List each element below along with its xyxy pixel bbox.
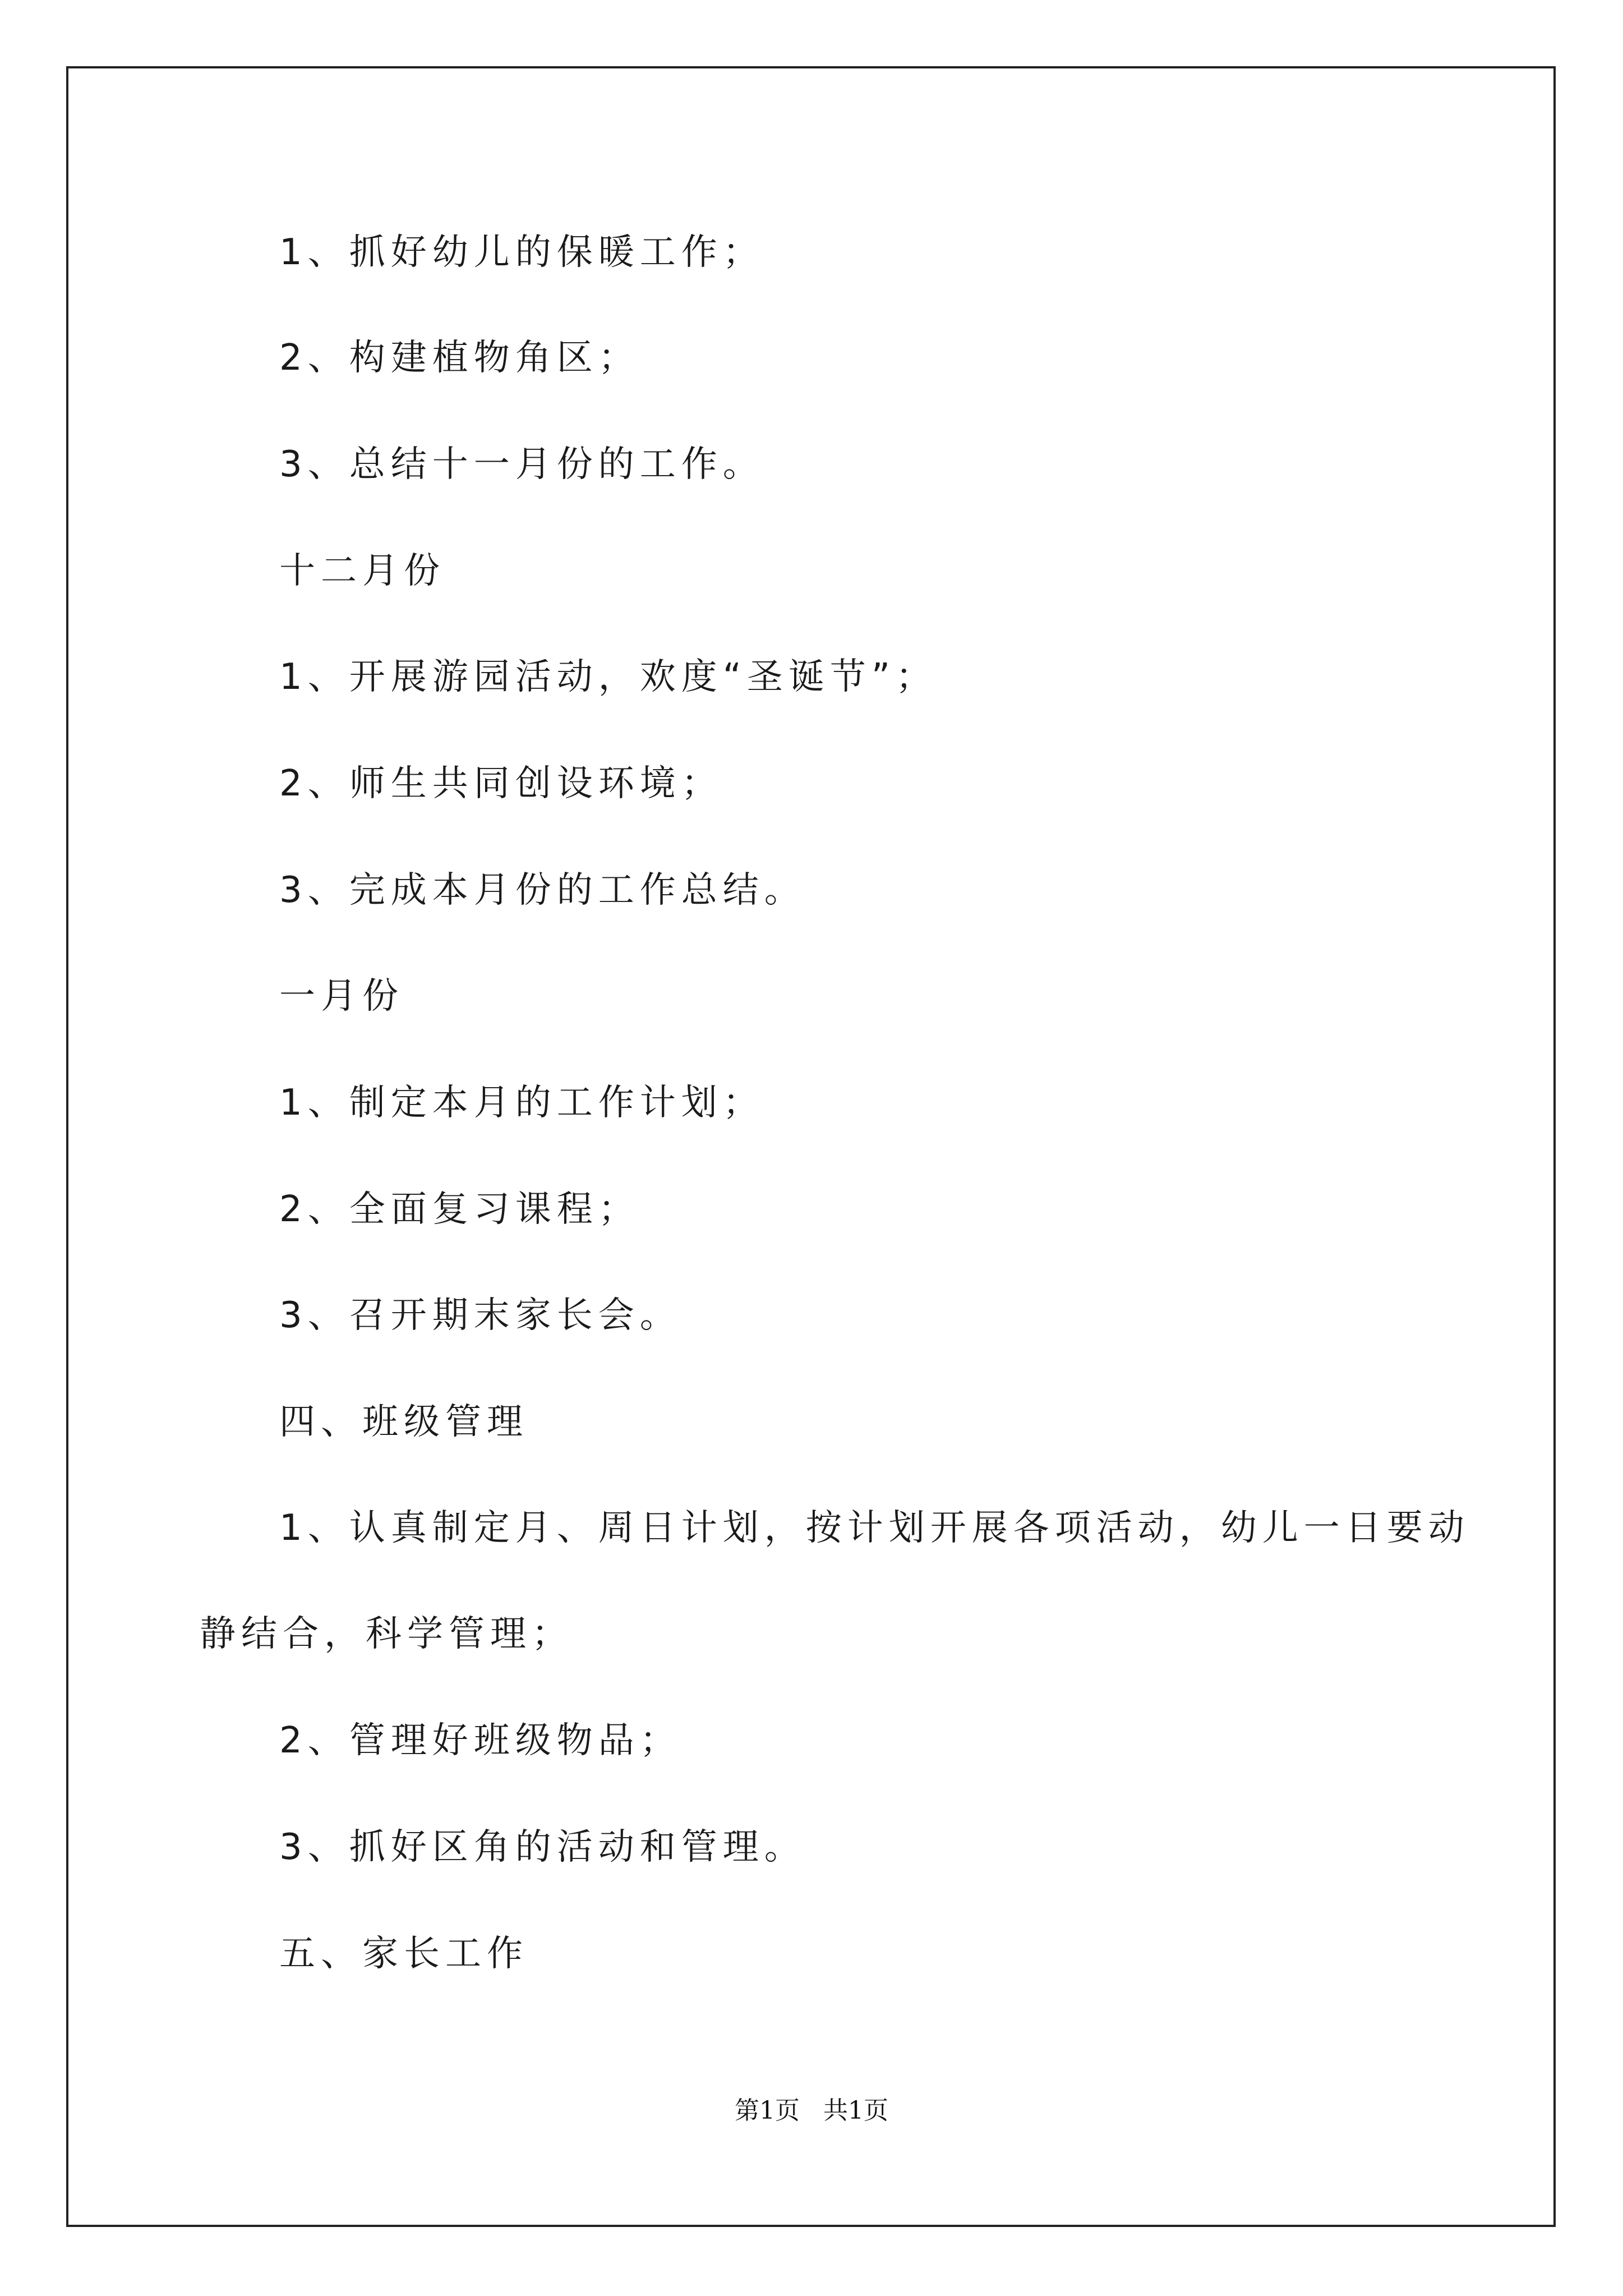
section-heading: 一月份 <box>279 976 404 1017</box>
text-line: 2、管理好班级物品； <box>279 1720 681 1761</box>
text-line: 3、抓好区角的活动和管理。 <box>279 1826 806 1868</box>
text-line: 2、全面复习课程； <box>279 1189 640 1230</box>
text-line: 2、师生共同创设环境； <box>279 763 723 804</box>
text-line: 3、完成本月份的工作总结。 <box>279 869 806 911</box>
page-border <box>66 66 1556 2227</box>
text-line: 1、认真制定月、周日计划，按计划开展各项活动，幼儿一日要动 <box>279 1507 1470 1549</box>
page-footer <box>0 2095 1623 2127</box>
section-heading: 五、家长工作 <box>279 1933 528 1975</box>
page-total: 共1页 <box>823 2096 888 2125</box>
text-line: 3、召开期末家长会。 <box>279 1295 681 1336</box>
text-line: 3、总结十一月份的工作。 <box>279 444 764 485</box>
text-line: 1、制定本月的工作计划； <box>279 1082 764 1124</box>
text-line: 1、抓好幼儿的保暖工作； <box>279 232 764 273</box>
section-heading: 四、班级管理 <box>279 1401 528 1443</box>
text-line: 静结合，科学管理； <box>200 1613 573 1655</box>
text-line: 2、构建植物角区； <box>279 337 640 379</box>
text-line: 1、开展游园活动，欢度“圣诞节”； <box>279 656 938 698</box>
page-number: 第1页 <box>735 2096 800 2125</box>
section-heading: 十二月份 <box>279 550 445 592</box>
